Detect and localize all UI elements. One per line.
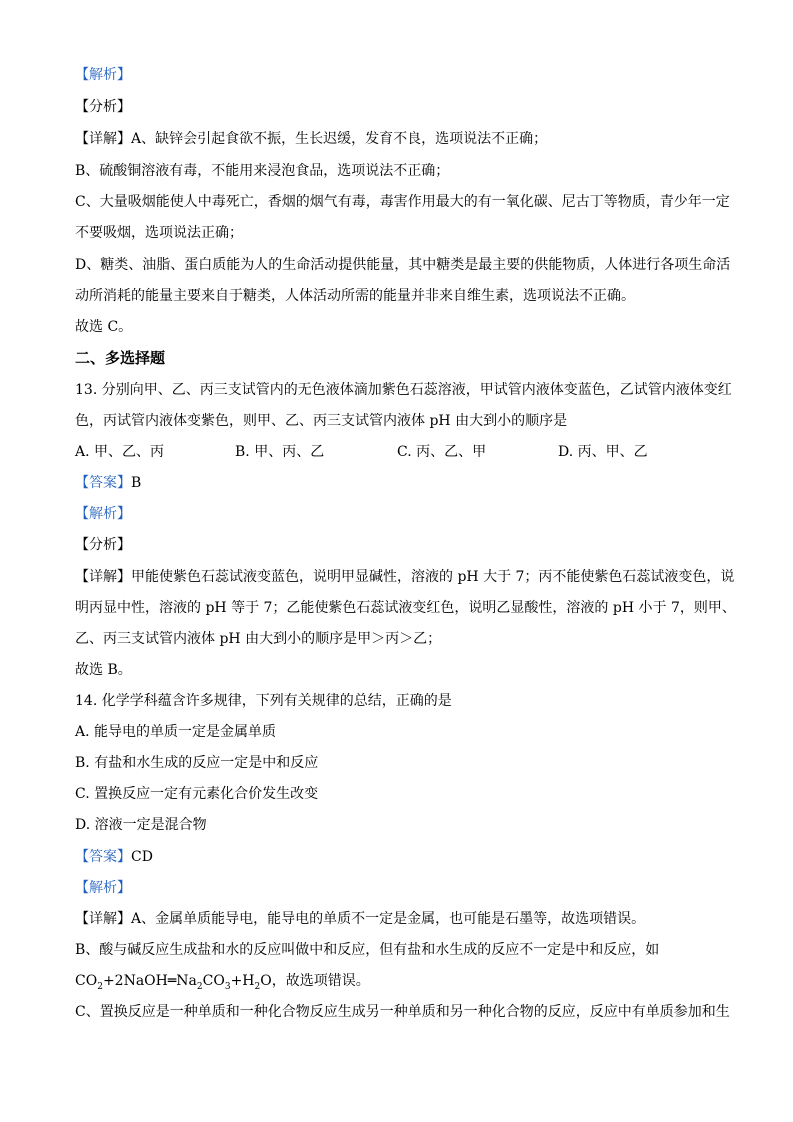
q13-stem-line1: 13. 分别向甲、乙、丙三支试管内的无色液体滴加紫色石蕊溶液，甲试管内液体变蓝色，乙试管内液体变红	[75, 382, 732, 398]
section-heading: 二、多选择题	[75, 349, 166, 367]
q14-option-c: C. 置换反应一定有元素化合价发生改变	[75, 786, 319, 802]
q14-line-b1: B、酸与碱反应生成盐和水的反应叫做中和反应，但有盐和水生成的反应不一定是中和反应，如	[75, 942, 660, 958]
q13-stem-line2: 色，丙试管内液体变紫色，则甲、乙、丙三支试管内液体 pH 由大到小的顺序是	[75, 413, 568, 429]
q14-option-b: B. 有盐和水生成的反应一定是中和反应	[75, 755, 319, 771]
q13-conclusion: 故选 B。	[75, 662, 132, 678]
q12-line-b: B、硫酸铜溶液有毒，不能用来浸泡食品，选项说法不正确；	[75, 163, 450, 179]
q13-detail-line3: 乙、丙三支试管内液体 pH 由大到小的顺序是甲＞丙＞乙；	[75, 631, 442, 647]
q12-detail-a	[75, 129, 547, 149]
q13-label-fenxi: 【分析】	[75, 537, 131, 553]
q13-option-b: B. 甲、丙、乙	[235, 444, 325, 460]
q14-label-daan: 【答案】	[75, 849, 131, 865]
q14-answer-value: CD	[131, 849, 153, 865]
label-xiangjie: 【详解】	[75, 131, 131, 147]
q14-option-a: A. 能导电的单质一定是金属单质	[75, 724, 277, 740]
q13-label-xiangjie: 【详解】	[75, 569, 131, 585]
q14-label-jiexi: 【解析】	[75, 880, 131, 896]
q13-label-jiexi: 【解析】	[75, 506, 131, 522]
label-fenxi: 【分析】	[75, 99, 131, 115]
q12-line-d1: D、糖类、油脂、蛋白质能为人的生命活动提供能量，其中糖类是最主要的供能物质，人体进行各项生命活	[75, 257, 731, 273]
q12-conclusion: 故选 C。	[75, 319, 133, 335]
q13-option-a: A. 甲、乙、丙	[75, 444, 165, 460]
q14-label-xiangjie: 【详解】	[75, 911, 131, 927]
q12-line-d2: 动所消耗的能量主要来自于糖类，人体活动所需的能量并非来自维生素，选项说法不正确。	[75, 288, 635, 304]
label-jiexi: 【解析】	[75, 67, 131, 83]
q12-line-c1: C、大量吸烟能使人中毒死亡，香烟的烟气有毒，毒害作用最大的有一氧化碳、尼古丁等物质，青少年一定	[75, 194, 730, 210]
q13-detail-line2: 明丙显中性，溶液的 pH 等于 7；乙能使紫色石蕊试液变红色，说明乙显酸性，溶液的 pH 小于 7，则甲、	[75, 600, 736, 616]
q14-option-d: D. 溶液一定是混合物	[75, 817, 207, 833]
q13-detail-text1: 甲能使紫色石蕊试液变蓝色，说明甲显碱性，溶液的 pH 大于 7；丙不能使紫色石蕊试液变色，说	[131, 569, 735, 585]
q14-detail-a-text: A、金属单质能导电，能导电的单质不一定是金属，也可能是石墨等，故选项错误。	[131, 911, 646, 927]
q13-answer-value: B	[131, 475, 142, 491]
q14-stem: 14. 化学学科蕴含许多规律，下列有关规律的总结，正确的是	[75, 693, 452, 709]
chemical-equation: $CO_2+2NaOH═Na_2CO_3+H_2O$	[75, 973, 272, 992]
q13-option-d: D. 丙、甲、乙	[558, 444, 648, 460]
q14-detail-a	[75, 909, 645, 929]
q13-option-c: C. 丙、乙、甲	[397, 444, 487, 460]
q13-detail-line1	[75, 567, 734, 587]
q14-line-c1: C、置换反应是一种单质和一种化合物反应生成另一种单质和另一种化合物的反应，反应中有单质参加和生	[75, 1004, 730, 1020]
q14-answer	[75, 847, 153, 867]
q12-line-c2: 不要吸烟，选项说法正确；	[75, 225, 243, 241]
q13-answer	[75, 473, 141, 493]
q14-equation-line	[75, 971, 370, 991]
q12-detail-a-text: A、缺锌会引起食欲不振，生长迟缓，发育不良，选项说法不正确；	[131, 131, 548, 147]
label-daan: 【答案】	[75, 475, 131, 491]
q14-equation-note: ，故选项错误。	[271, 973, 370, 989]
